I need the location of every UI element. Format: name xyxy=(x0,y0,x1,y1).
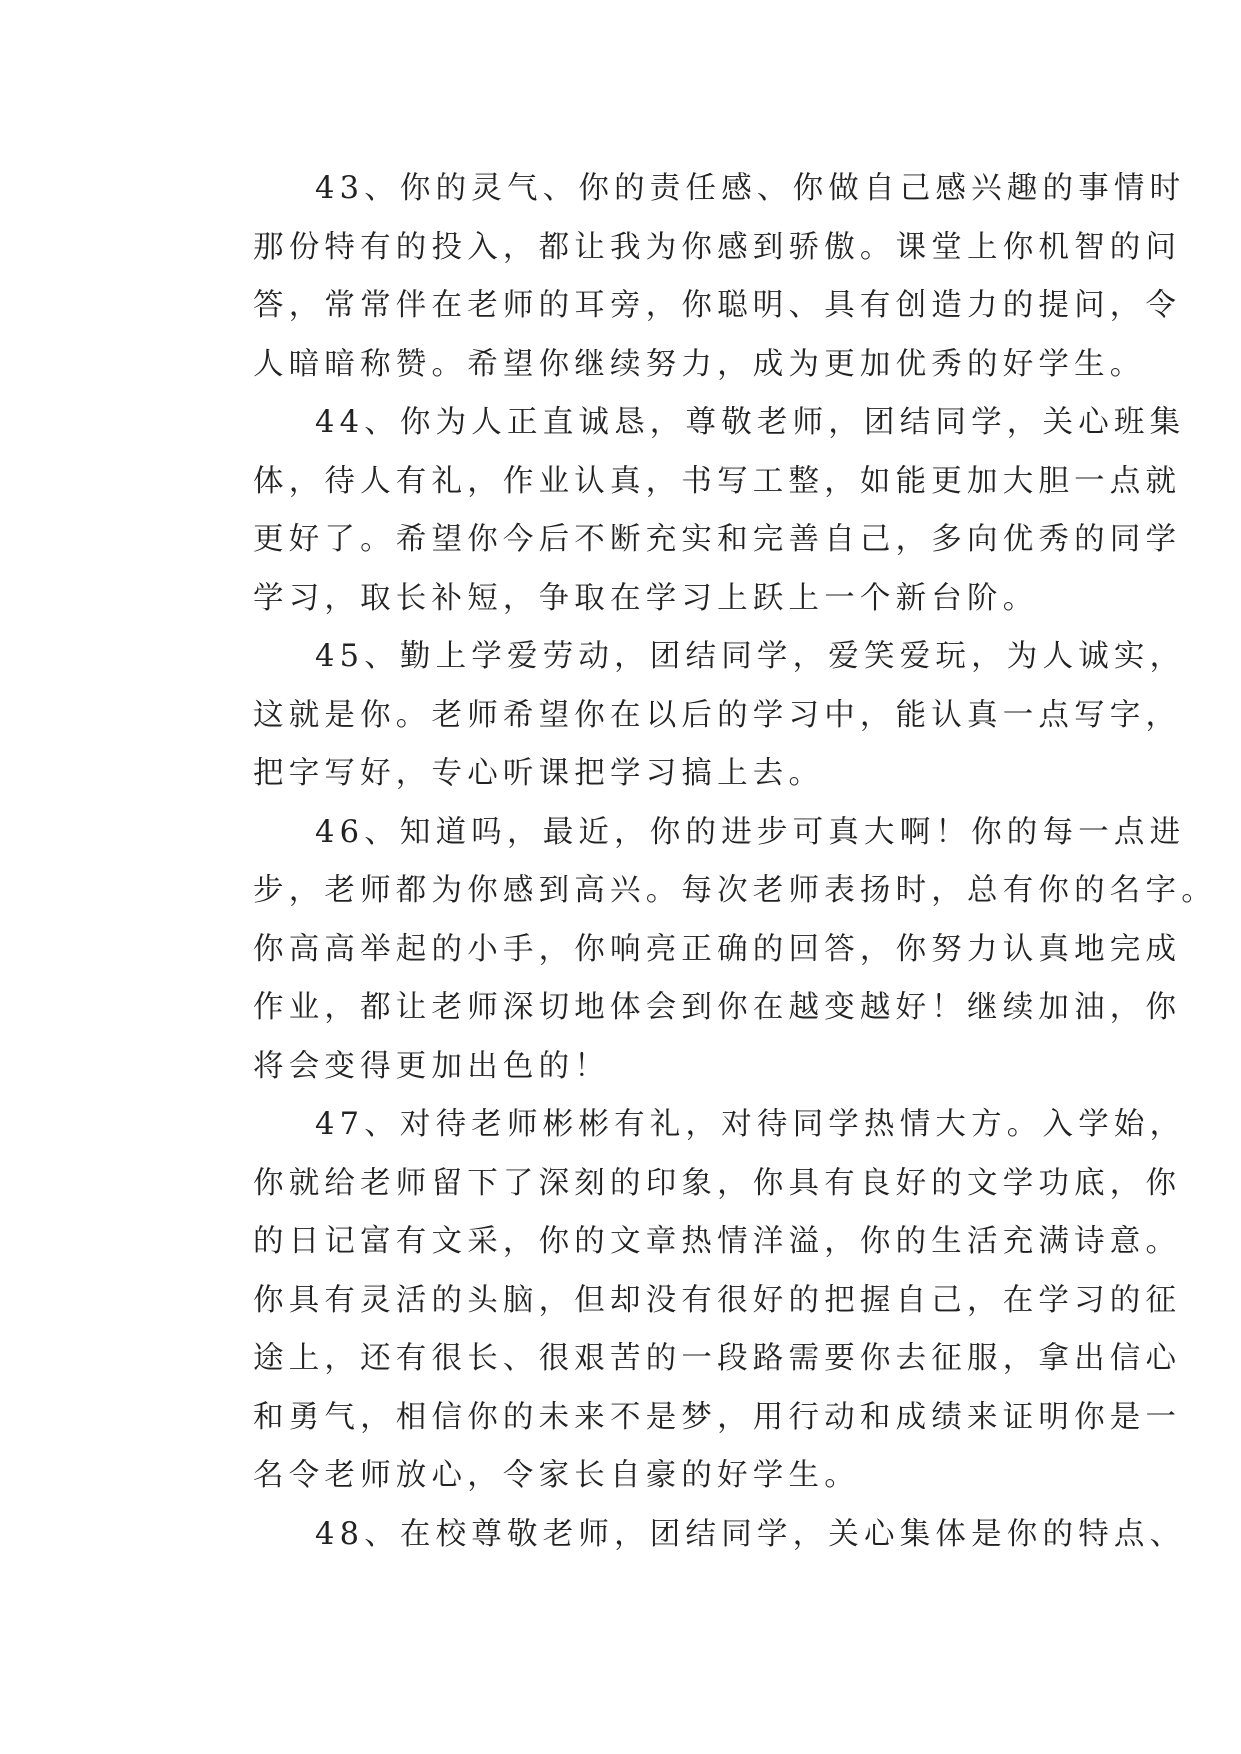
text-line: 43、你的灵气、你的责任感、你做自己感兴趣的事情时 xyxy=(315,171,1186,206)
text-line: 把字写好，专心听课把学习搞上去。 xyxy=(253,756,825,791)
text-line: 答，常常伴在老师的耳旁，你聪明、具有创造力的提问，令 xyxy=(253,288,1182,323)
paragraph-44 xyxy=(191,394,1186,628)
text-line: 44、你为人正直诚恳，尊敬老师，团结同学，关心班集 xyxy=(315,405,1186,440)
text-line: 途上，还有很长、很艰苦的一段路需要你去征服，拿出信心 xyxy=(253,1341,1182,1376)
text-line: 那份特有的投入，都让我为你感到骄傲。课堂上你机智的问 xyxy=(253,229,1182,265)
text-line: 步，老师都为你感到高兴。每次老师表扬时，总有你的名字。 xyxy=(253,873,1217,908)
text-line: 的日记富有文采，你的文章热情洋溢，你的生活充满诗意。 xyxy=(253,1224,1182,1259)
text-line: 你就给老师留下了深刻的印象，你具有良好的文学功底，你 xyxy=(253,1165,1182,1201)
text-line: 46、知道吗，最近，你的进步可真大啊！你的每一点进 xyxy=(315,814,1186,850)
paragraph-45 xyxy=(191,628,1186,804)
paragraph-46 xyxy=(191,804,1217,1097)
text-line: 这就是你。老师希望你在以后的学习中，能认真一点写字， xyxy=(253,697,1182,733)
paragraph-48 xyxy=(191,1506,1186,1565)
text-line: 体，待人有礼，作业认真，书写工整，如能更加大胆一点就 xyxy=(253,463,1182,499)
text-line: 将会变得更加出色的！ xyxy=(253,1048,610,1084)
text-line: 学习，取长补短，争取在学习上跃上一个新台阶。 xyxy=(253,580,1039,616)
text-line: 你具有灵活的头脑，但却没有很好的把握自己，在学习的征 xyxy=(253,1282,1182,1318)
text-line: 人暗暗称赞。希望你继续努力，成为更加优秀的好学生。 xyxy=(253,346,1146,382)
text-line: 作业，都让老师深切地体会到你在越变越好！继续加油，你 xyxy=(253,990,1182,1025)
text-line: 名令老师放心，令家长自豪的好学生。 xyxy=(253,1458,860,1493)
text-line: 更好了。希望你今后不断充实和完善自己，多向优秀的同学 xyxy=(253,522,1182,557)
text-line: 和勇气，相信你的未来不是梦，用行动和成绩来证明你是一 xyxy=(253,1399,1182,1435)
text-line: 你高高举起的小手，你响亮正确的回答，你努力认真地完成 xyxy=(253,931,1182,967)
paragraph-43 xyxy=(191,160,1186,394)
document-body xyxy=(191,160,1217,1564)
text-line: 48、在校尊敬老师，团结同学，关心集体是你的特点、 xyxy=(315,1516,1186,1552)
text-line: 45、勤上学爱劳动，团结同学，爱笑爱玩，为人诚实， xyxy=(315,639,1186,674)
paragraph-47 xyxy=(191,1096,1186,1506)
text-line: 47、对待老师彬彬有礼，对待同学热情大方。入学始， xyxy=(315,1107,1186,1142)
